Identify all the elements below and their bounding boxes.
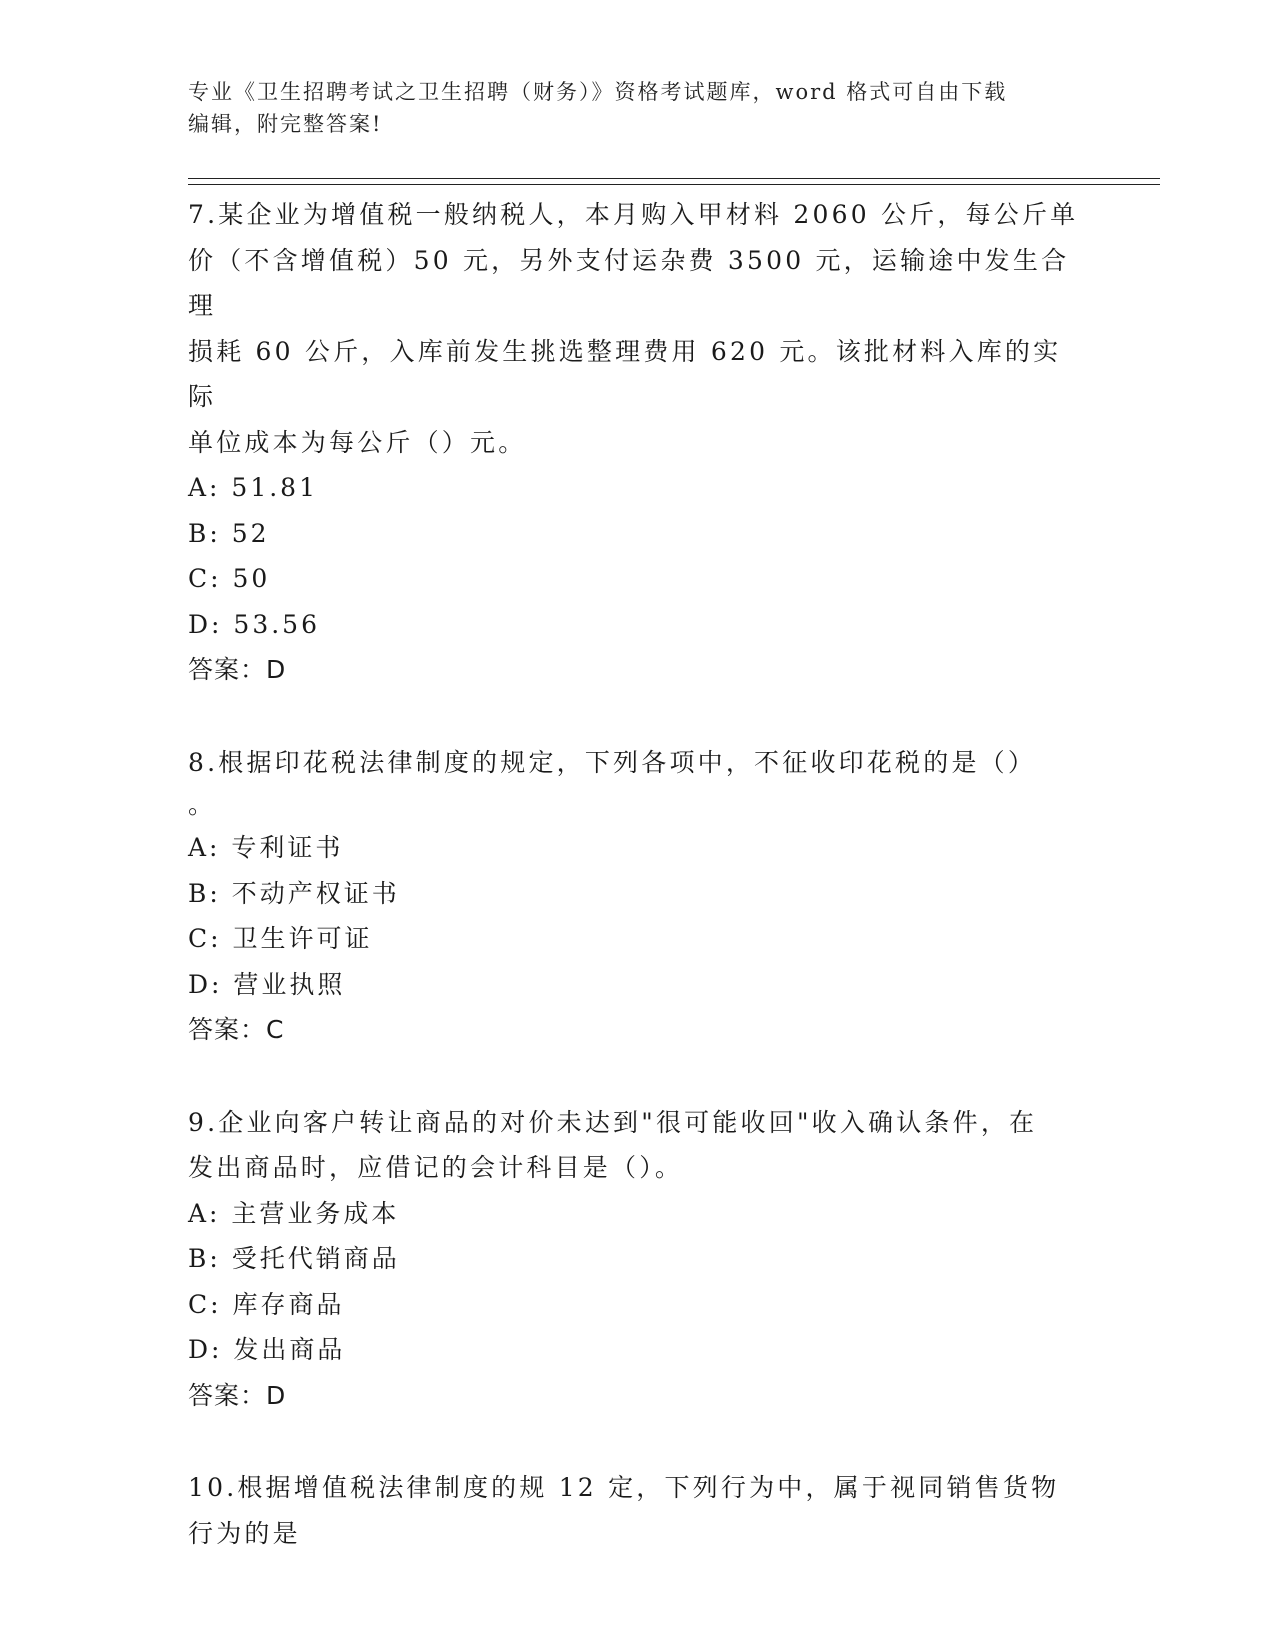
option-c: C: 库存商品: [188, 1289, 345, 1319]
question-stem-line: 发出商品时，应借记的会计科目是（）。: [188, 1153, 684, 1182]
question-10: [188, 1465, 1088, 1556]
option-b: B: 52: [188, 518, 270, 548]
header-line-1: 专业《卫生招聘考试之卫生招聘（财务）》资格考试题库，word 格式可自由下载: [188, 80, 1008, 104]
option-c: C: 50: [188, 564, 271, 593]
answer-label: 答案：D: [188, 1380, 287, 1410]
question-9: [188, 1100, 1088, 1419]
question-stem-line: 行为的是: [188, 1518, 301, 1548]
document-header: [188, 76, 1088, 140]
question-7: [188, 192, 1088, 693]
question-stem-line: 。: [188, 790, 217, 819]
option-a: A: 专利证书: [188, 833, 344, 862]
question-spacer: [188, 1053, 1088, 1100]
question-spacer: [188, 1418, 1088, 1465]
question-stem-line: 价（不含增值税）50 元，另外支付运杂费 3500 元，运输途中发生合理: [188, 245, 1070, 320]
question-stem-line: 损耗 60 公斤，入库前发生挑选整理费用 620 元。该批材料入库的实际: [188, 336, 1062, 411]
question-stem-line: 7.某企业为增值税一般纳税人，本月购入甲材料 2060 公斤，每公斤单: [188, 200, 1079, 229]
question-8: [188, 740, 1088, 1053]
answer-label: 答案：D: [188, 655, 287, 684]
question-stem-line: 单位成本为每公斤（）元。: [188, 427, 527, 457]
question-stem-line: 10.根据增值税法律制度的规 12 定，下列行为中，属于视同销售货物: [188, 1473, 1060, 1502]
question-stem-line: 9.企业向客户转让商品的对价未达到"很可能收回"收入确认条件，在: [188, 1107, 1038, 1137]
option-a: A: 主营业务成本: [188, 1198, 400, 1228]
answer-label: 答案：C: [188, 1015, 285, 1044]
header-divider-top: [188, 178, 1160, 179]
option-d: D: 53.56: [188, 609, 320, 639]
question-list: [188, 192, 1088, 1556]
option-b: B: 受托代销商品: [188, 1244, 400, 1273]
option-d: D: 营业执照: [188, 969, 346, 999]
question-stem-line: 8.根据印花税法律制度的规定，下列各项中，不征收印花税的是（）: [188, 747, 1037, 777]
option-b: B: 不动产权证书: [188, 878, 400, 908]
option-c: C: 卫生许可证: [188, 924, 373, 953]
header-line-2: 编辑，附完整答案!: [188, 112, 383, 136]
header-divider-bottom: [188, 184, 1160, 185]
option-d: D: 发出商品: [188, 1335, 346, 1364]
question-spacer: [188, 693, 1088, 740]
option-a: A: 51.81: [188, 473, 318, 502]
